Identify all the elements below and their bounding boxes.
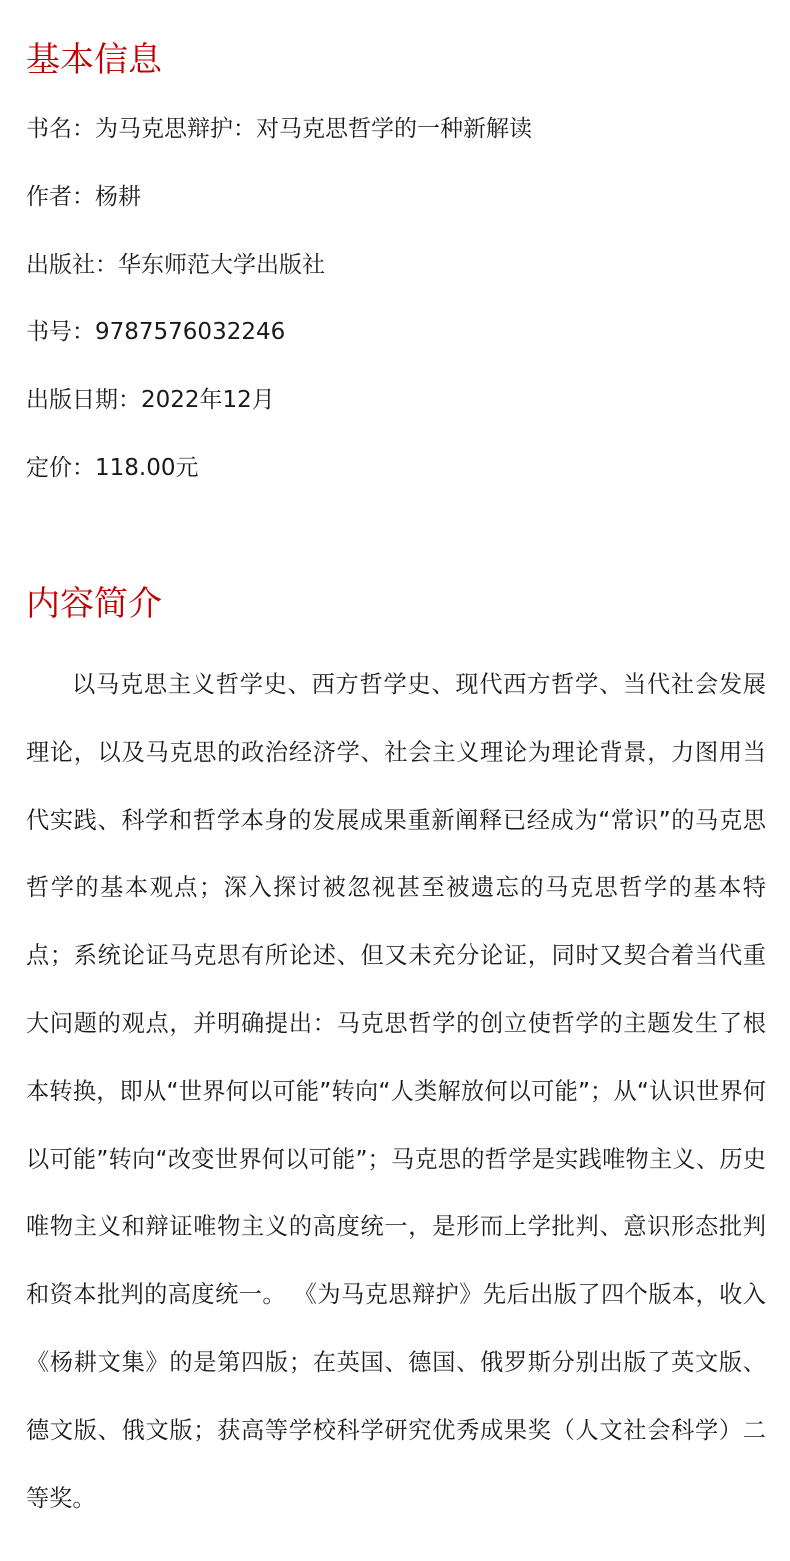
info-value: 118.00元 — [95, 455, 199, 481]
info-row-publisher — [26, 250, 325, 280]
info-row-isbn — [26, 317, 285, 347]
info-row-pub-date — [26, 385, 275, 415]
info-row-price — [26, 453, 198, 483]
info-value: 2022年12月 — [141, 387, 275, 413]
info-row-title — [26, 114, 532, 144]
info-label: 作者： — [26, 184, 95, 210]
introduction-heading: 内容简介 — [26, 584, 162, 624]
info-label: 书号： — [26, 319, 95, 345]
info-value: 杨耕 — [95, 184, 141, 210]
info-label: 出版社： — [26, 252, 118, 278]
info-value: 华东师范大学出版社 — [118, 252, 325, 278]
info-label: 出版日期： — [26, 387, 141, 413]
info-label: 书名： — [26, 116, 95, 142]
introduction-body: 以马克思主义哲学史、西方哲学史、现代西方哲学、当代社会发展理论，以及马克思的政治经济学、社会主义理论为理论背景，力图用当代实践、科学和哲学本身的发展成果重新阐释已经成为“常识”的马克思哲学的基本观点；深入探讨被忽视甚至被遗忘的马克思哲学的基本特点；系统论证马克思有所论述、但又未充分论证，同时又契合着当代重大问题的观点，并明确提出：马克思哲学的创立使哲学的主题发生了根本转换，即从“世界何以可能”转向“人类解放何以可能”；从“认识世界何以可能”转向“改变世界何以可能”；马克思的哲学是实践唯物主义、历史唯物主义和辩证唯物主义的高度统一，是形而上学批判、意识形态批判和资本批判的高度统一。 《为马克思辩护》先后出版了四个版本，收入《杨耕文集》的是第四版；在英国、德国、俄罗斯分别出版了英文版、德文版、俄文版；获高等学校科学研究优秀成果奖（人文社会科学）二等奖。 — [26, 671, 766, 1512]
info-value: 9787576032246 — [95, 319, 286, 345]
info-label: 定价： — [26, 455, 95, 481]
info-value: 为马克思辩护：对马克思哲学的一种新解读 — [95, 116, 532, 142]
info-row-author — [26, 182, 141, 212]
basic-info-heading: 基本信息 — [26, 40, 162, 80]
